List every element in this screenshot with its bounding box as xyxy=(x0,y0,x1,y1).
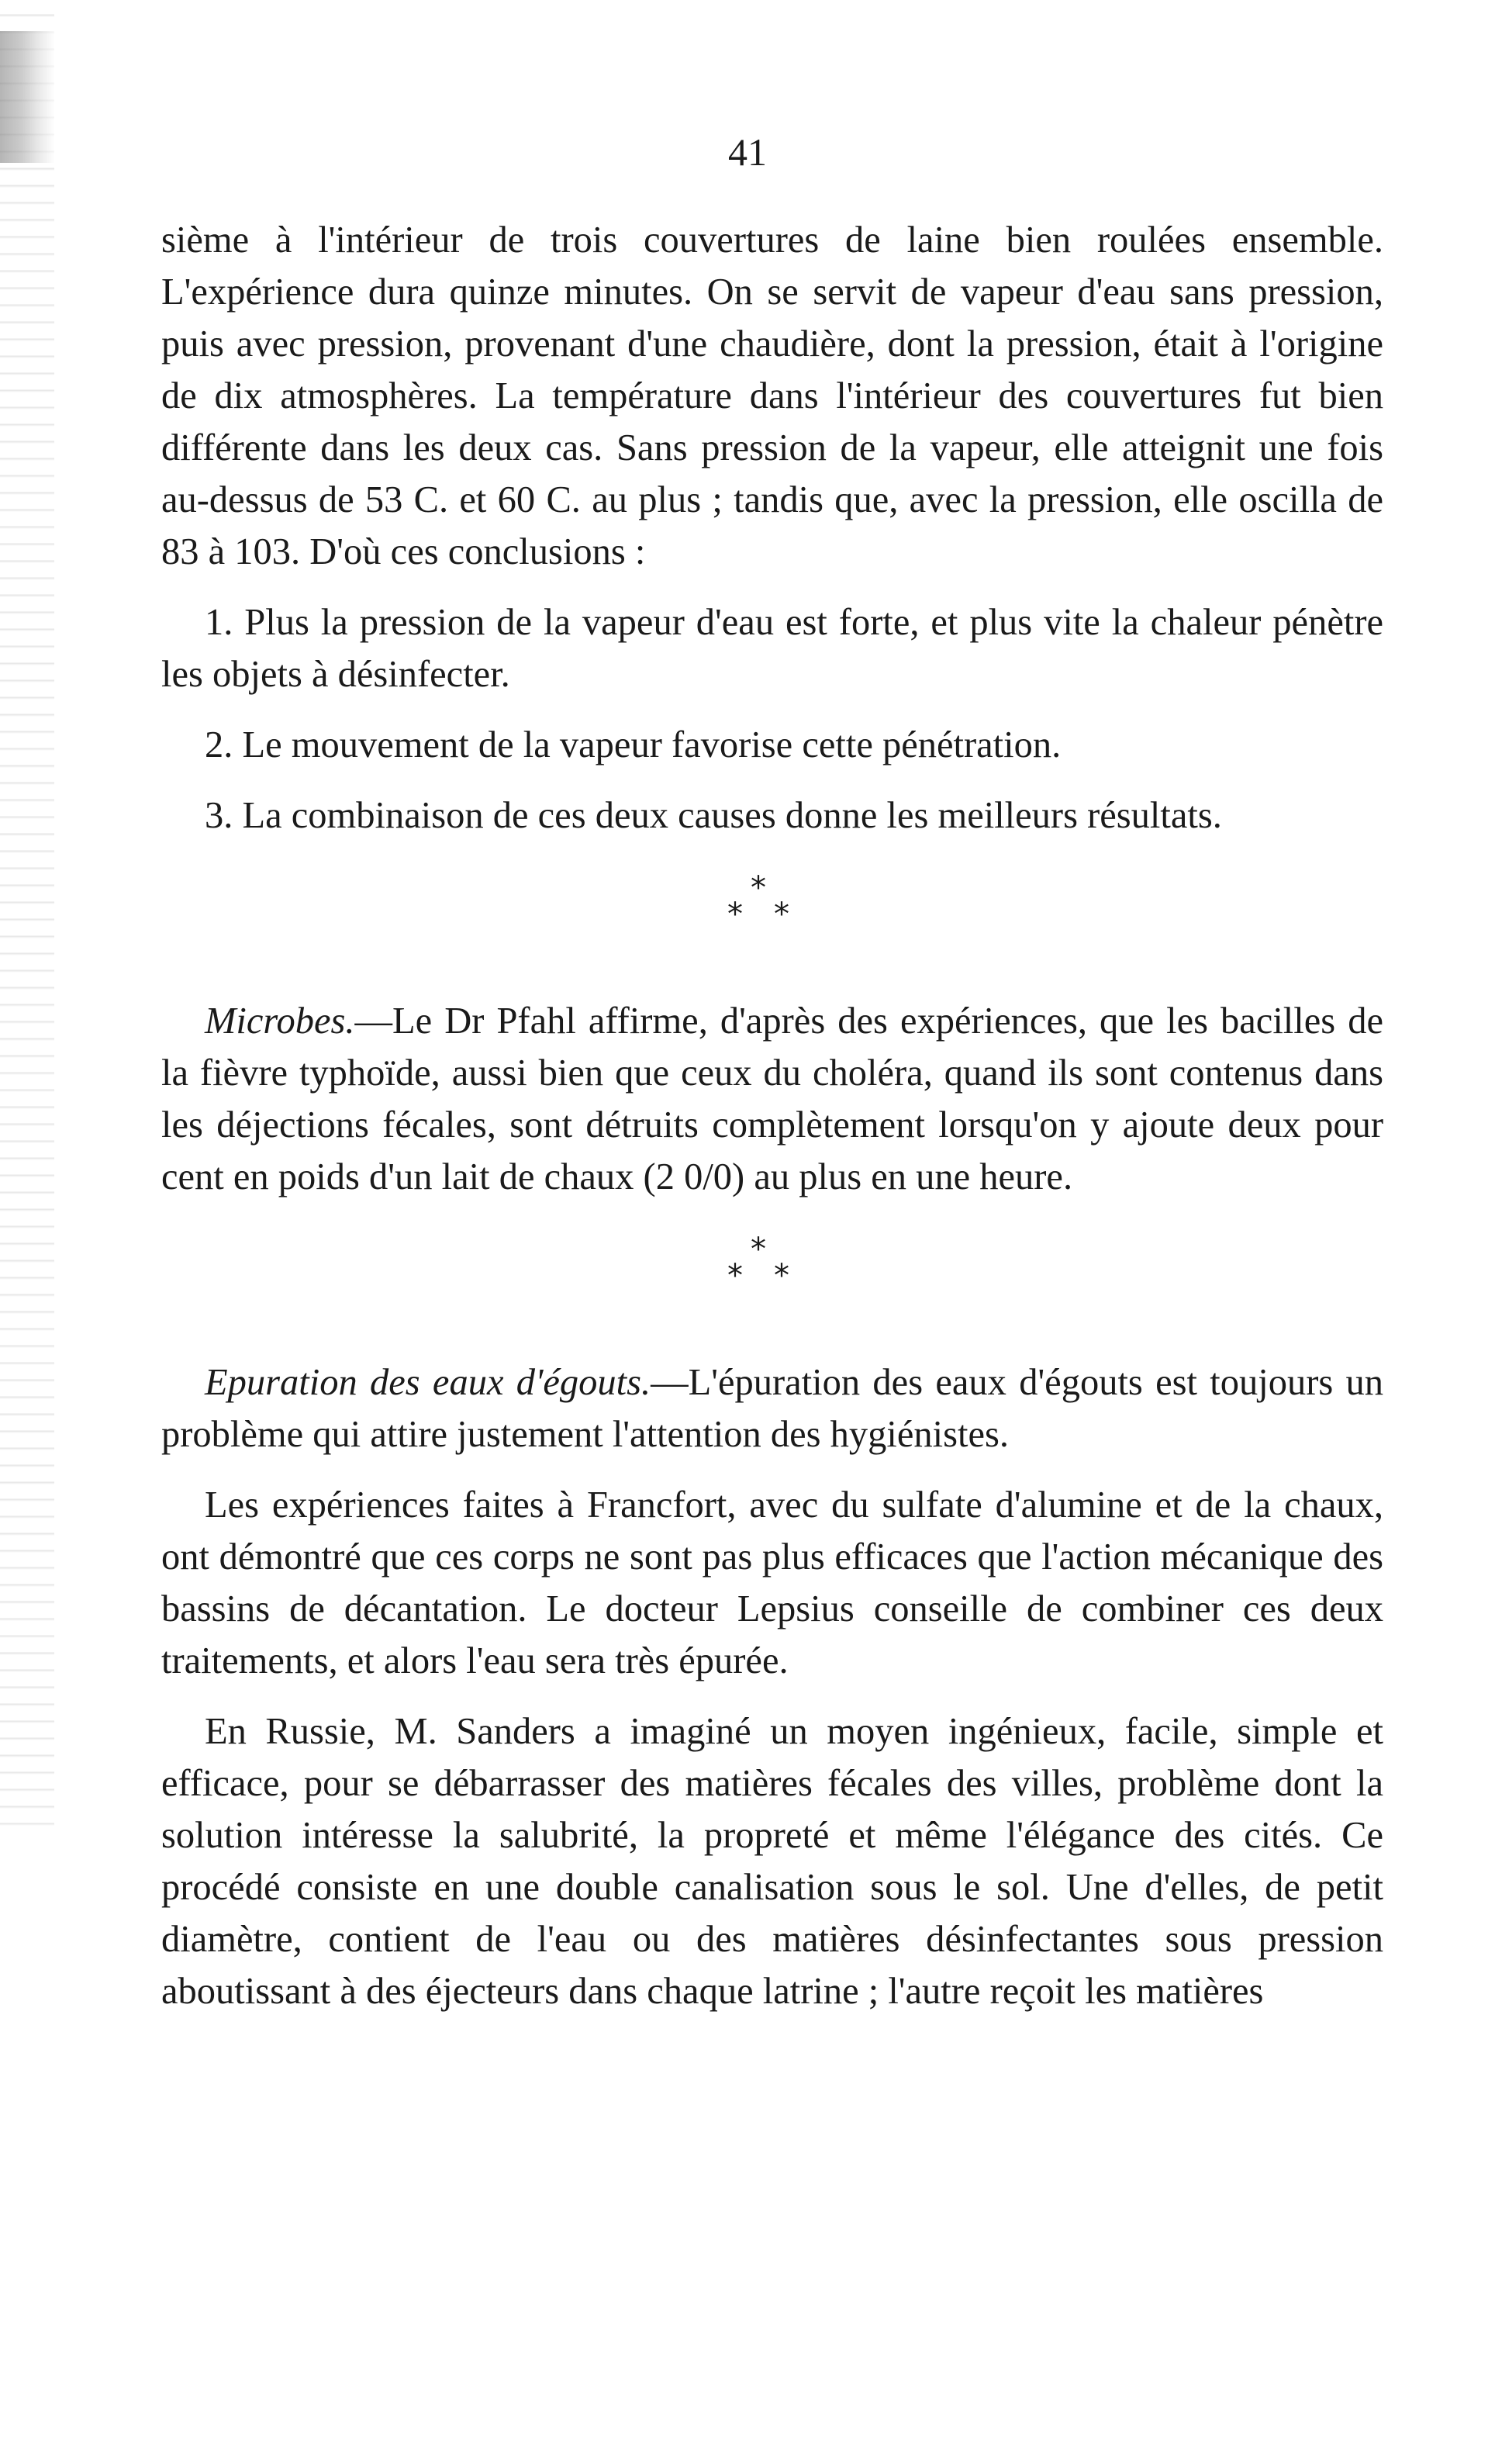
paragraph-russie: En Russie, M. Sanders a imaginé un moyen ingénieux, facile, simple et efficace, pour se débarrasser des matières fécales des villes, problème dont la solution intéresse la salubrité, la propreté et même l'élégance des cités. Ce procédé consiste en une double canalisation sous le sol. Une d'elles, de petit diamètre, contient de l'eau ou des matières désinfectantes sous pression aboutissant à des éjecteurs dans chaque latrine ; l'autre reçoit les matières xyxy=(161,1711,1383,2012)
page-number: 41 xyxy=(728,130,767,174)
asterism-star-left: * xyxy=(727,1258,743,1294)
conclusion-2: 2. Le mouvement de la vapeur favorise cette pénétration. xyxy=(205,724,1062,765)
asterism-star-top: * xyxy=(751,870,766,906)
asterism-star-right: * xyxy=(774,897,789,932)
asterism-star-right: * xyxy=(774,1258,789,1294)
section-separator-asterism-2 xyxy=(161,1234,1383,1319)
asterism-star-top: * xyxy=(751,1232,766,1267)
paragraph-francfort: Les expériences faites à Francfort, avec du sulfate d'alumine et de la chaux, ont démontré que ces corps ne sont pas plus efficaces que l'action mécanique des bassins de décantation. Le docteur Lepsius conseille de combiner ces deux traitements, et alors l'eau sera très épurée. xyxy=(161,1484,1383,1681)
epuration-heading: Epuration des eaux d'égouts. xyxy=(205,1362,651,1403)
conclusion-3: 3. La combinaison de ces deux causes donne les meilleurs résultats. xyxy=(205,795,1222,836)
section-separator-asterism xyxy=(161,870,1383,958)
paragraph-continuation: sième à l'intérieur de trois couvertures de laine bien roulées ensemble. L'expérience dura quinze minutes. On se servit de vapeur d'eau sans pression, puis avec pression, provenant d'une chaudière, dont la pression, était à l'origine de dix atmosphères. La température dans l'intérieur des couvertures fut bien différente dans les deux cas. Sans pression de la vapeur, elle atteignit une fois au-dessus de 53 C. et 60 C. au plus ; tandis que, avec la pression, elle oscilla de 83 à 103. D'où ces conclusions : xyxy=(161,219,1383,572)
body-text xyxy=(161,214,1383,2017)
scanned-binding-edge xyxy=(0,0,54,1830)
microbes-heading: Microbes. xyxy=(205,1000,355,1042)
conclusion-1: 1. Plus la pression de la vapeur d'eau est forte, et plus vite la chaleur pénètre les objets à désinfecter. xyxy=(161,602,1383,695)
section-epuration xyxy=(161,1356,1383,1460)
epuration-intro: —L'épuration des eaux d'égouts est toujours un problème qui attire justement l'attention des hygiénistes. xyxy=(161,1362,1383,1455)
asterism-star-left: * xyxy=(727,897,743,932)
microbes-text: —Le Dr Pfahl affirme, d'après des expériences, que les bacilles de la fièvre typhoïde, aussi bien que ceux du choléra, quand ils sont contenus dans les déjections fécales, sont détruits complètement lorsqu'on y ajoute deux pour cent en poids d'un lait de chaux (2 0/0) au plus en une heure. xyxy=(161,1000,1383,1197)
section-microbes xyxy=(161,995,1383,1203)
